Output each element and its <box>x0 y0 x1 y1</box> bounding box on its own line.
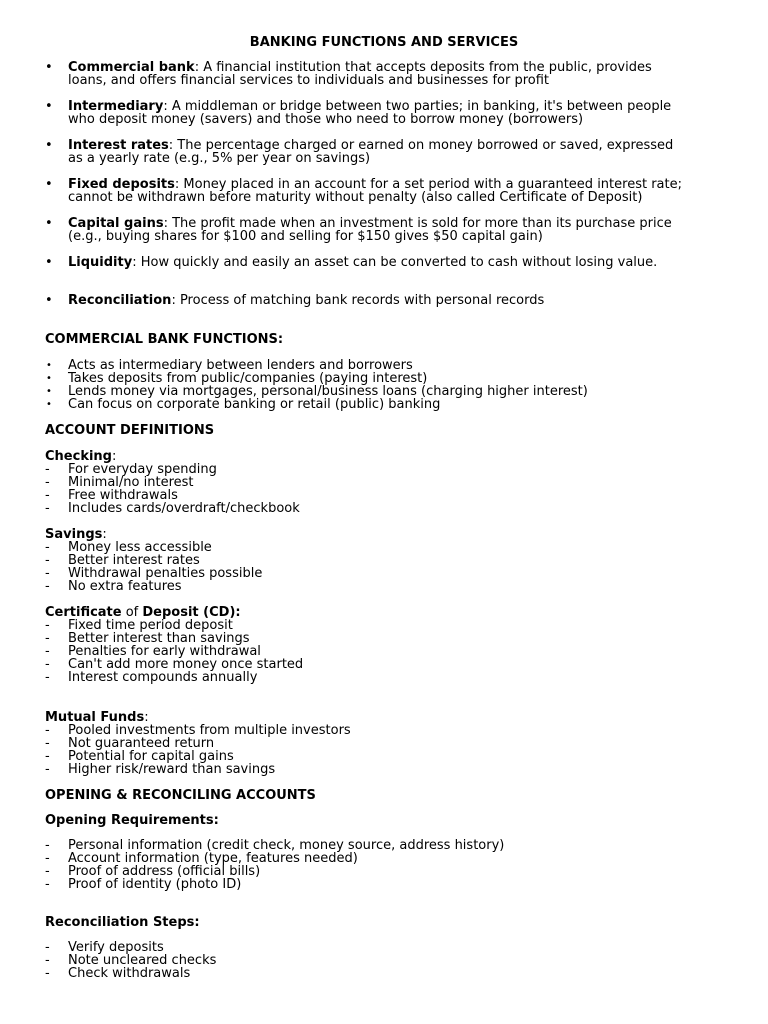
commercial-functions-heading: COMMERCIAL BANK FUNCTIONS: <box>45 332 284 347</box>
dash-marker: - <box>45 553 50 568</box>
list-item-text: Account information (type, features needed) <box>68 851 358 866</box>
dash-marker: - <box>45 736 50 751</box>
dash-marker: - <box>45 877 50 892</box>
list-item-text: Higher risk/reward than savings <box>68 762 276 777</box>
glossary-definition: : A middleman or bridge between two parties; in banking, it's between people <box>163 99 672 114</box>
list-item-text: Proof of address (official bills) <box>68 864 261 879</box>
glossary-definition: : The profit made when an investment is sold for more than its purchase price <box>163 216 672 231</box>
glossary-line <box>68 256 657 269</box>
list-item-text: Note uncleared checks <box>68 953 217 968</box>
bullet-marker: • <box>45 293 53 308</box>
dash-marker: - <box>45 501 50 516</box>
dash-marker: - <box>45 864 50 879</box>
glossary-definition: who deposit money (savers) and those who need to borrow money (borrowers) <box>68 112 584 127</box>
checking-subheading: Checking: <box>45 449 117 464</box>
list-item-text: Check withdrawals <box>68 966 191 981</box>
dash-marker: - <box>45 644 50 659</box>
glossary-definition: : Money placed in an account for a set period with a guaranteed interest rate; <box>174 177 682 192</box>
opening-heading: OPENING & RECONCILING ACCOUNTS <box>45 788 316 803</box>
reconciliation-steps-subheading: Reconciliation Steps: <box>45 915 200 930</box>
glossary-text <box>68 217 672 243</box>
dash-marker: - <box>45 566 50 581</box>
glossary-definition: cannot be withdrawn before maturity without penalty (also called Certificate of Deposit) <box>68 190 643 205</box>
account-definitions-heading: ACCOUNT DEFINITIONS <box>45 423 215 438</box>
list-item-text: Takes deposits from public/companies (paying interest) <box>68 371 428 386</box>
glossary-term: Fixed deposits <box>68 177 175 192</box>
bullet-marker: • <box>46 360 52 371</box>
glossary-text <box>68 139 673 165</box>
list-item-text: Better interest rates <box>68 553 200 568</box>
list-item-text: Minimal/no interest <box>68 475 194 490</box>
list-item-text: Acts as intermediary between lenders and borrowers <box>68 358 413 373</box>
glossary-line <box>68 113 671 126</box>
dash-marker: - <box>45 631 50 646</box>
glossary-definition: : How quickly and easily an asset can be converted to cash without losing value. <box>132 255 658 270</box>
list-item-text: Lends money via mortgages, personal/business loans (charging higher interest) <box>68 384 588 399</box>
list-item-text: Can't add more money once started <box>68 657 304 672</box>
glossary-definition: : A financial institution that accepts deposits from the public, provides <box>194 60 652 75</box>
list-item-text: Interest compounds annually <box>68 670 258 685</box>
glossary-text <box>68 294 544 307</box>
dash-marker: - <box>45 670 50 685</box>
dash-marker: - <box>45 475 50 490</box>
dash-marker: - <box>45 657 50 672</box>
dash-marker: - <box>45 940 50 955</box>
list-item-text: Better interest than savings <box>68 631 250 646</box>
dash-marker: - <box>45 618 50 633</box>
dash-marker: - <box>45 540 50 555</box>
list-item-text: Money less accessible <box>68 540 212 555</box>
dash-marker: - <box>45 488 50 503</box>
glossary-definition: (e.g., buying shares for $100 and selling for $150 gives $50 capital gain) <box>68 229 543 244</box>
bullet-marker: • <box>45 138 53 153</box>
glossary-line <box>68 294 544 307</box>
glossary-text <box>68 61 652 87</box>
glossary-term: Interest rates <box>68 138 169 153</box>
bullet-marker: • <box>45 60 53 75</box>
dash-marker: - <box>45 579 50 594</box>
document-title: BANKING FUNCTIONS AND SERVICES <box>249 35 519 50</box>
dash-marker: - <box>45 462 50 477</box>
mutual-funds-subheading: Mutual Funds: <box>45 710 149 725</box>
list-item-text: Pooled investments from multiple investors <box>68 723 351 738</box>
list-item-text: Free withdrawals <box>68 488 178 503</box>
glossary-definition: : The percentage charged or earned on money borrowed or saved, expressed <box>168 138 674 153</box>
glossary-term: Liquidity <box>68 255 133 270</box>
glossary-line <box>68 230 672 243</box>
savings-subheading: Savings: <box>45 527 107 542</box>
dash-marker: - <box>45 953 50 968</box>
list-item-text: For everyday spending <box>68 462 217 477</box>
glossary-definition: : Process of matching bank records with personal records <box>171 293 545 308</box>
list-item-text: Potential for capital gains <box>68 749 234 764</box>
glossary-definition: loans, and offers financial services to individuals and businesses for profit <box>68 73 550 88</box>
dash-marker: - <box>45 723 50 738</box>
list-item-text: Includes cards/overdraft/checkbook <box>68 501 300 516</box>
glossary-term: Reconciliation <box>68 293 172 308</box>
bullet-marker: • <box>45 255 53 270</box>
list-item-text: Fixed time period deposit <box>68 618 233 633</box>
bullet-marker: • <box>45 177 53 192</box>
glossary-line <box>68 191 682 204</box>
list-item-text: Can focus on corporate banking or retail (public) banking <box>68 397 441 412</box>
bullet-marker: • <box>46 386 52 397</box>
glossary-line <box>68 152 673 165</box>
list-item-text: Withdrawal penalties possible <box>68 566 263 581</box>
glossary-term: Capital gains <box>68 216 164 231</box>
list-item-text: Verify deposits <box>68 940 164 955</box>
dash-marker: - <box>45 966 50 981</box>
list-item-text: Penalties for early withdrawal <box>68 644 261 659</box>
opening-requirements-subheading: Opening Requirements: <box>45 813 219 828</box>
list-item-text: Not guaranteed return <box>68 736 215 751</box>
dash-marker: - <box>45 838 50 853</box>
glossary-term: Intermediary <box>68 99 164 114</box>
list-item-text: Proof of identity (photo ID) <box>68 877 242 892</box>
glossary-text <box>68 178 682 204</box>
glossary-line <box>68 74 652 87</box>
dash-marker: - <box>45 762 50 777</box>
cd-subheading: Certificate of Deposit (CD): <box>45 605 241 620</box>
glossary-definition: as a yearly rate (e.g., 5% per year on savings) <box>68 151 371 166</box>
dash-marker: - <box>45 749 50 764</box>
bullet-marker: • <box>46 399 52 410</box>
glossary-text <box>68 100 671 126</box>
glossary-text <box>68 256 657 269</box>
bullet-marker: • <box>45 216 53 231</box>
list-item-text: No extra features <box>68 579 182 594</box>
dash-marker: - <box>45 851 50 866</box>
list-item-text: Personal information (credit check, money source, address history) <box>68 838 505 853</box>
bullet-marker: • <box>45 99 53 114</box>
glossary-term: Commercial bank <box>68 60 195 75</box>
bullet-marker: • <box>46 373 52 384</box>
